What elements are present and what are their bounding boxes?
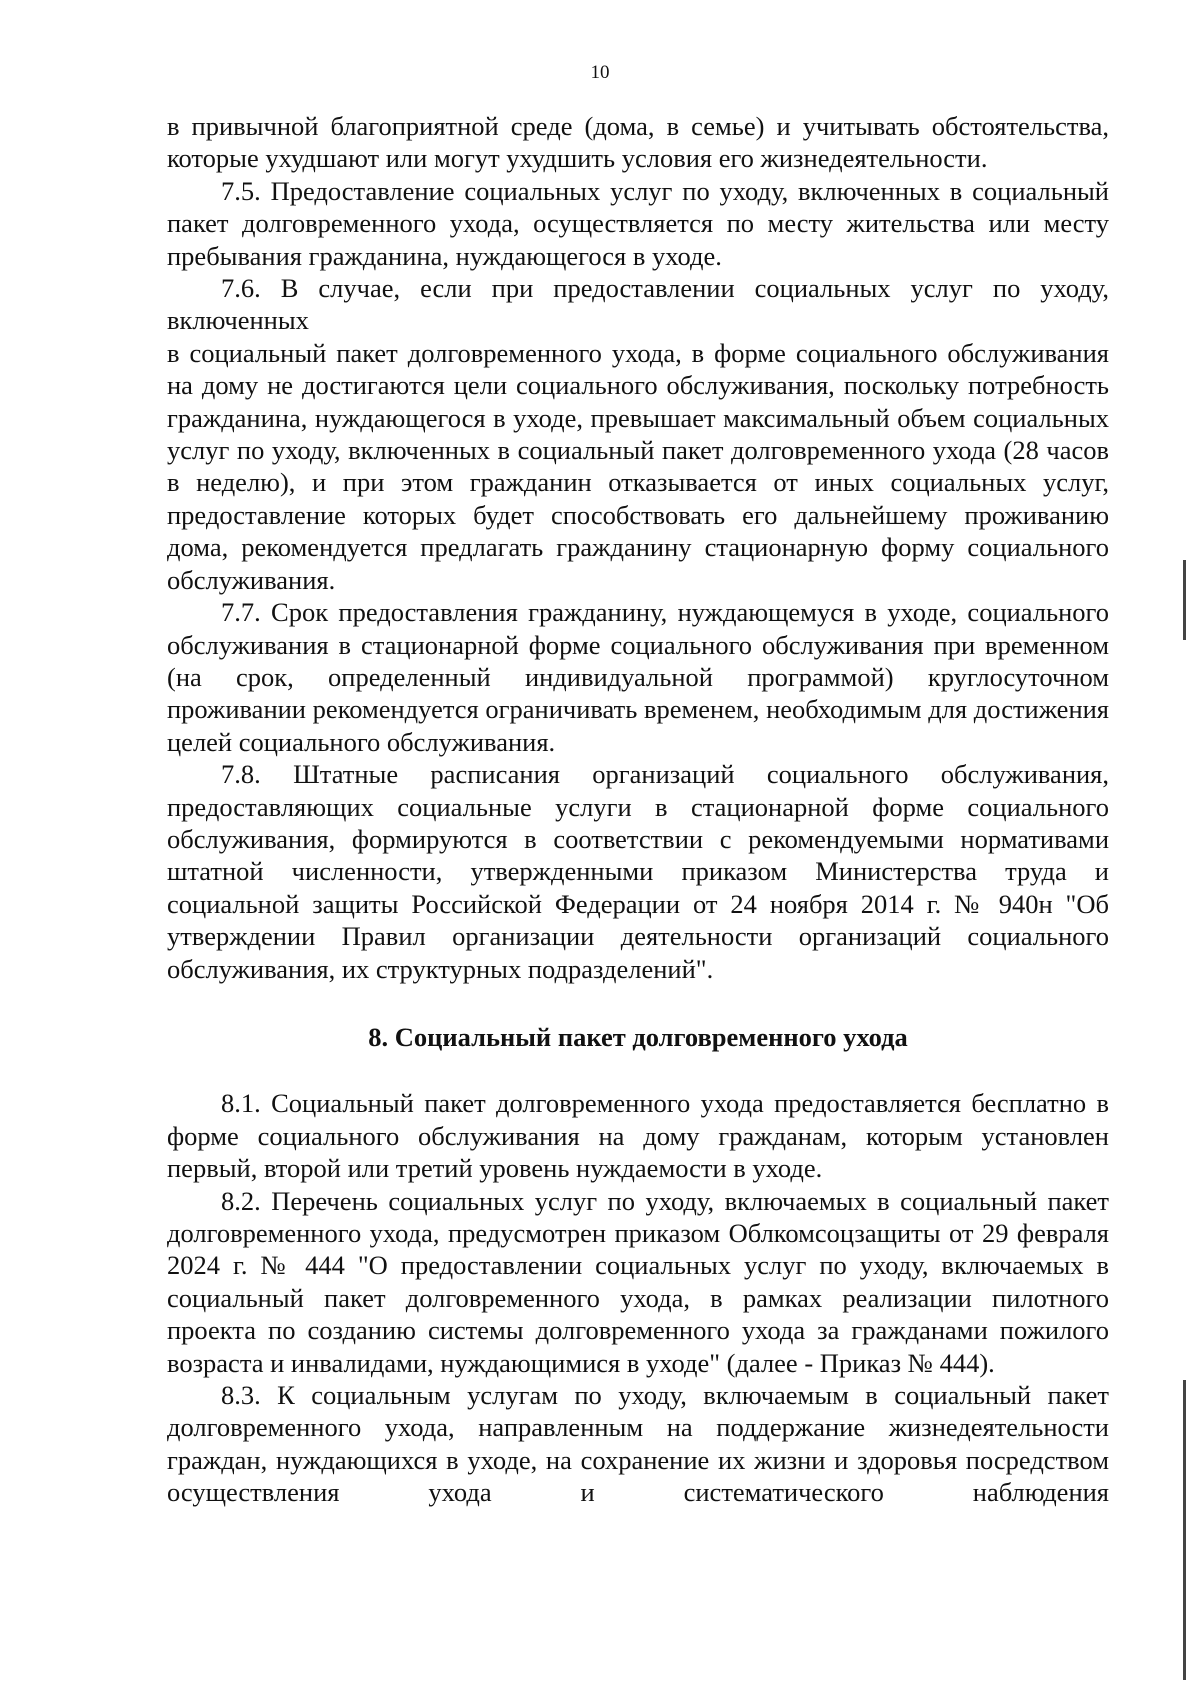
paragraph-7-8: 7.8. Штатные расписания организаций социального обслуживания, предоставляющих социальные услуги в стационарной форме социального обслуживания, формируются в соответствии с рекомендуемыми нормативами штатной численности, утвержденными приказом Министерства труда и социальной защиты Российской Федерации от 24 ноября 2014 г. № 940н "Об утверждении Правил организации деятельности организаций социального обслуживания, их структурных подразделений". [167, 759, 1109, 984]
paragraph-8-2: 8.2. Перечень социальных услуг по уходу, включаемых в социальный пакет долговременного ухода, предусмотрен приказом Облкомсоцзащиты от 29 февраля 2024 г. № 444 "О предоставлении социальных услуг по уходу, включаемых в социальный пакет долговременного ухода, в рамках реализации пилотного проекта по созданию системы долговременного ухода за гражданами пожилого возраста и инвалидами, нуждающимися в уходе" (далее - Приказ № 444). [167, 1185, 1109, 1378]
scan-edge-mark [1183, 1380, 1186, 1680]
paragraph-7-5: 7.5. Предоставление социальных услуг по уходу, включенных в социальный пакет долговременного ухода, осуществляется по месту жительства или месту пребывания гражданина, нуждающегося в уходе. [167, 175, 1109, 271]
section-heading: 8. Социальный пакет долговременного ухода [368, 1021, 908, 1052]
document-body [167, 110, 1109, 1509]
paragraph-7-6-start: 7.6. В случае, если при предоставлении социальных услуг по уходу, включенных [167, 273, 1109, 336]
paragraph-7-6-cont: в социальный пакет долговременного ухода, в форме социального обслуживания на дому не достигаются цели социального обслуживания, поскольку потребность гражданина, нуждающегося в уходе, превышает максимальный объем социальных услуг по уходу, включенных в социальный пакет долговременного ухода (28 часов в неделю), и при этом гражданин отказывается от иных социальных услуг, предоставление которых будет способствовать его дальнейшему проживанию дома, рекомендуется предлагать гражданину стационарную форму социального обслуживания. [167, 337, 1109, 595]
scan-edge-mark [1183, 560, 1186, 640]
paragraph-7-7: 7.7. Срок предоставления гражданину, нуждающемуся в уходе, социального обслуживания в стационарной форме социального обслуживания при временном (на срок, определенный индивидуальной программой) круглосуточном проживании рекомендуется ограничивать временем, необходимым для достижения целей социального обслуживания. [167, 597, 1109, 757]
paragraph-continuation: в привычной благоприятной среде (дома, в семье) и учитывать обстоятельства, которые ухудшают или могут ухудшить условия его жизнедеятельности. [167, 111, 1109, 174]
page-number: 10 [590, 62, 610, 83]
paragraph-8-1: 8.1. Социальный пакет долговременного ухода предоставляется бесплатно в форме социального обслуживания на дому гражданам, которым установлен первый, второй или третий уровень нуждаемости в уходе. [167, 1088, 1109, 1184]
paragraph-8-3: 8.3. К социальным услугам по уходу, включаемым в социальный пакет долговременного ухода, направленным на поддержание жизнедеятельности граждан, нуждающихся в уходе, на сохранение их жизни и здоровья посредством осуществления ухода и систематического наблюдения [167, 1380, 1109, 1508]
